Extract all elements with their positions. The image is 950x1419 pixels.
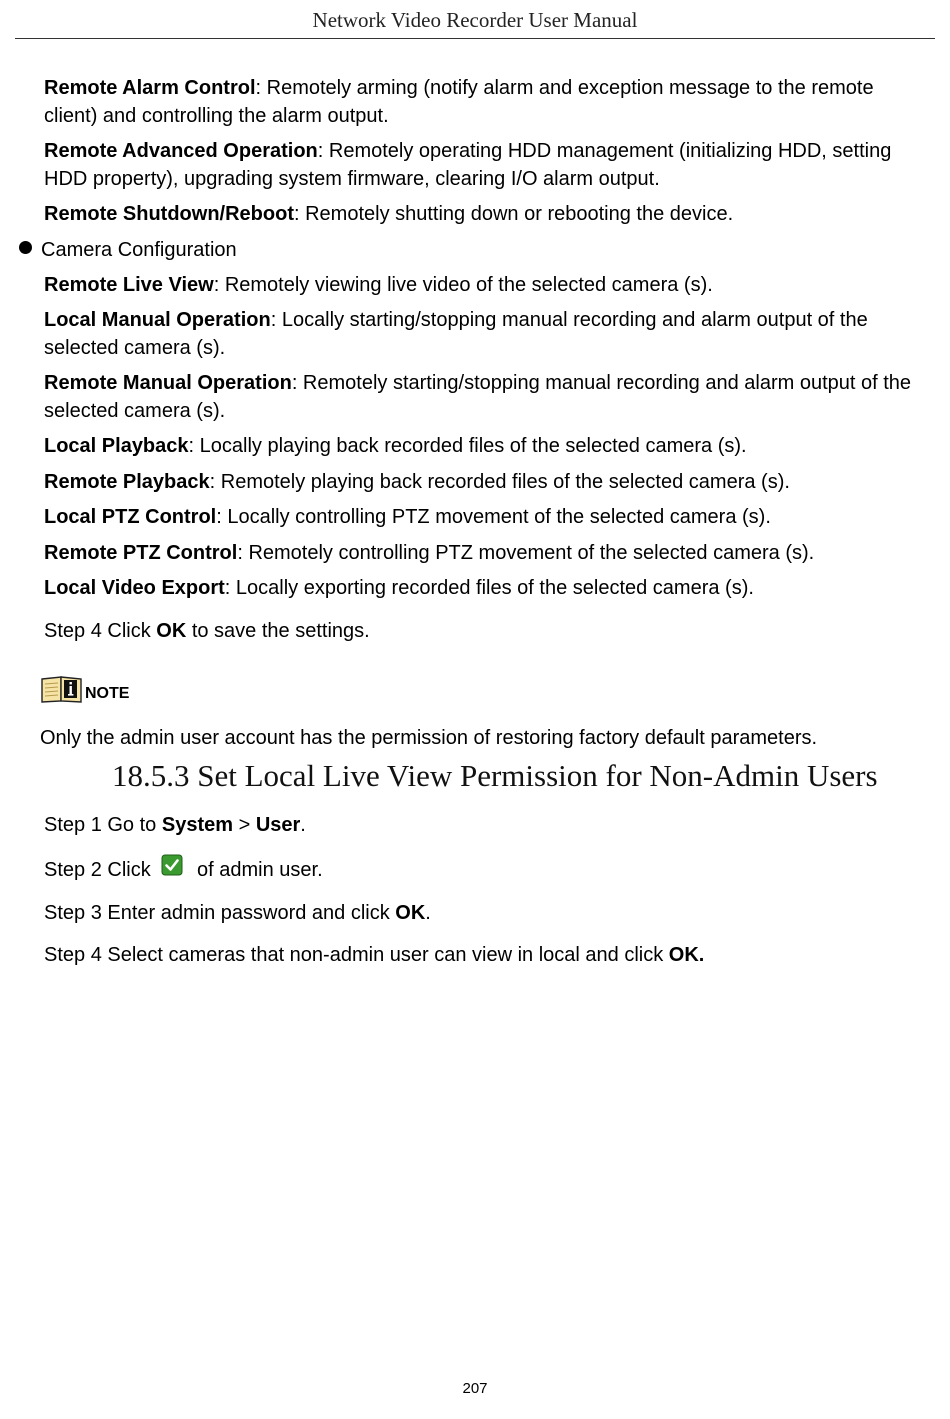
perm-term: Remote PTZ Control bbox=[44, 542, 238, 564]
step-bold: OK bbox=[156, 620, 187, 642]
menu-user: User bbox=[255, 814, 301, 836]
perm-local-ptz-control bbox=[44, 503, 924, 531]
perm-desc: : Locally starting/stopping manual recording and alarm output of the selected camera (s). bbox=[44, 309, 868, 359]
step-text: > bbox=[233, 814, 256, 836]
perm-remote-playback bbox=[44, 468, 924, 496]
perm-term: Remote Live View bbox=[44, 274, 214, 296]
perm-term: Local PTZ Control bbox=[44, 506, 217, 528]
step-text: Step 4 Click bbox=[44, 620, 157, 642]
perm-remote-ptz-control bbox=[44, 539, 924, 567]
perm-remote-shutdown-reboot bbox=[44, 200, 924, 228]
perm-desc: : Locally exporting recorded files of the selected camera (s). bbox=[224, 577, 754, 599]
perm-remote-manual-operation bbox=[44, 369, 924, 425]
perm-local-manual-operation bbox=[44, 306, 924, 362]
perm-desc: : Remotely arming (notify alarm and exception message to the remote client) and controlling the alarm output. bbox=[44, 77, 874, 127]
perm-term: Remote Advanced Operation bbox=[44, 140, 318, 162]
bullet-icon bbox=[19, 241, 32, 254]
step-text: . bbox=[300, 814, 306, 836]
perm-local-playback bbox=[44, 432, 924, 460]
perm-local-video-export bbox=[44, 574, 924, 602]
note-book-icon bbox=[40, 674, 84, 704]
perm-desc: : Remotely operating HDD management (initializing HDD, setting HDD property), upgrading system firmware, clearing I/O alarm output. bbox=[44, 140, 892, 190]
perm-term: Remote Playback bbox=[44, 471, 210, 493]
perm-term: Local Video Export bbox=[44, 577, 225, 599]
perm-term: Remote Manual Operation bbox=[44, 372, 292, 394]
step-4-save bbox=[44, 617, 924, 645]
step-1 bbox=[44, 811, 924, 839]
perm-desc: : Remotely playing back recorded files of the selected camera (s). bbox=[209, 471, 790, 493]
perm-term: Local Manual Operation bbox=[44, 309, 271, 331]
section-heading bbox=[112, 758, 878, 794]
camera-configuration-heading: Camera Configuration bbox=[41, 239, 237, 261]
step-4 bbox=[44, 941, 924, 969]
perm-desc: : Remotely controlling PTZ movement of the selected camera (s). bbox=[237, 542, 815, 564]
page-number: 207 bbox=[462, 1380, 488, 1397]
step-text: Step 4 Select cameras that non-admin user can view in local and click bbox=[44, 944, 669, 966]
perm-term: Remote Alarm Control bbox=[44, 77, 256, 99]
section-number: 18.5.3 bbox=[112, 758, 190, 793]
perm-term: Local Playback bbox=[44, 435, 189, 457]
check-edit-icon bbox=[161, 854, 183, 876]
step-text: Step 1 Go to bbox=[44, 814, 162, 836]
perm-desc: : Remotely viewing live video of the selected camera (s). bbox=[213, 274, 713, 296]
perm-desc: : Locally controlling PTZ movement of the selected camera (s). bbox=[216, 506, 771, 528]
step-text: to save the settings. bbox=[186, 620, 370, 642]
note-text: Only the admin user account has the permission of restoring factory default parameters. bbox=[40, 727, 818, 749]
perm-desc: : Remotely starting/stopping manual recording and alarm output of the selected camera (s). bbox=[44, 372, 912, 422]
step-text: Step 2 Click bbox=[44, 859, 151, 881]
perm-desc: : Locally playing back recorded files of the selected camera (s). bbox=[188, 435, 747, 457]
perm-remote-live-view bbox=[44, 271, 924, 299]
step-text: Step 3 Enter admin password and click bbox=[44, 902, 396, 924]
perm-term: Remote Shutdown/Reboot bbox=[44, 203, 294, 225]
step-bold: OK. bbox=[668, 944, 705, 966]
menu-system: System bbox=[161, 814, 234, 836]
perm-desc: : Remotely shutting down or rebooting the device. bbox=[293, 203, 734, 225]
page-header-title: Network Video Recorder User Manual bbox=[312, 8, 638, 32]
perm-remote-alarm-control bbox=[44, 74, 924, 130]
step-2-suffix: of admin user. bbox=[197, 859, 323, 881]
note-label: NOTE bbox=[85, 685, 130, 702]
step-3 bbox=[44, 899, 924, 927]
header-divider bbox=[15, 38, 935, 39]
step-bold: OK bbox=[395, 902, 426, 924]
section-title: Set Local Live View Permission for Non-Admin Users bbox=[197, 758, 878, 793]
perm-remote-advanced-operation bbox=[44, 137, 924, 193]
step-text: . bbox=[425, 902, 431, 924]
